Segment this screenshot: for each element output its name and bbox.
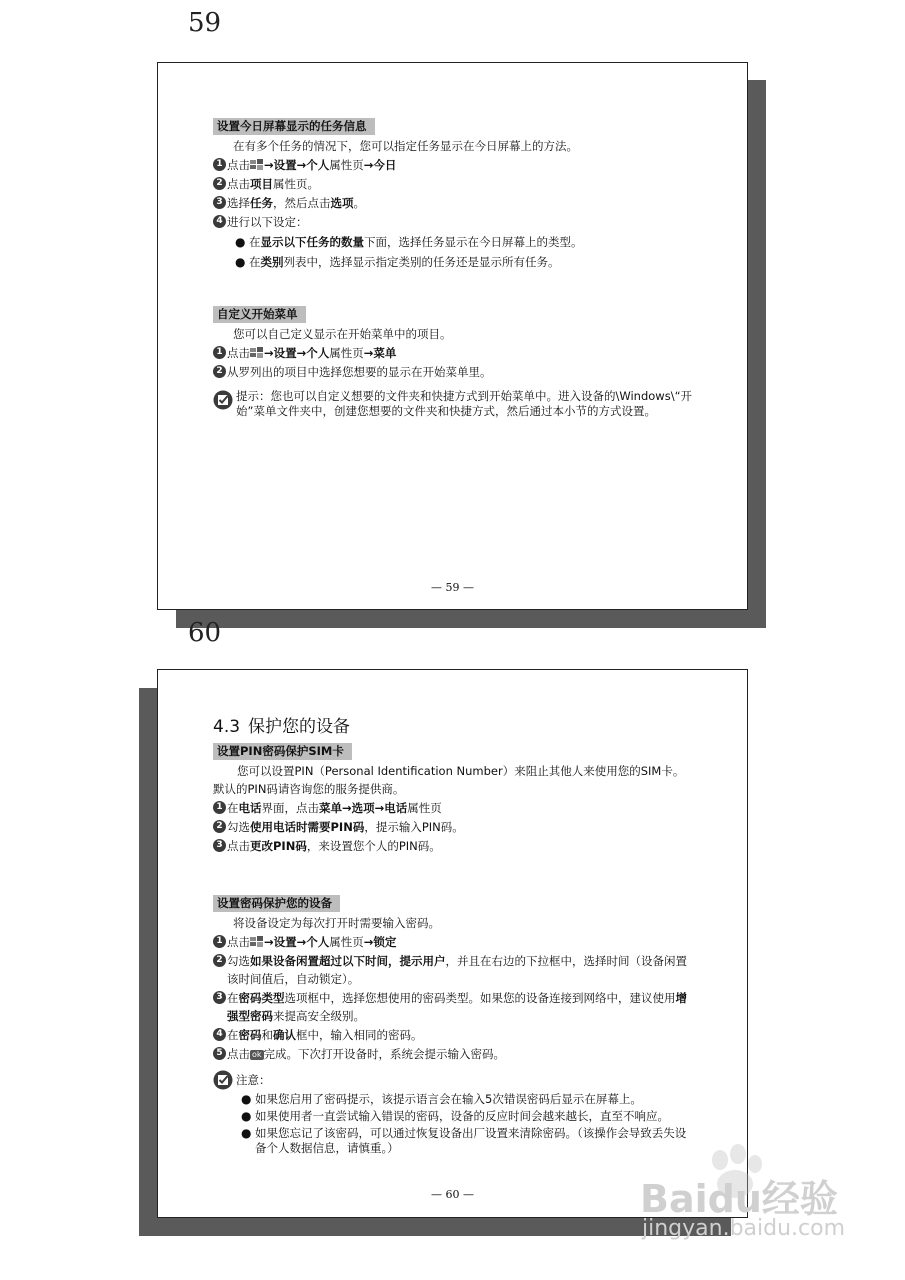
step-text: 勾选 — [227, 820, 250, 834]
step-text: 属性页。 — [273, 177, 319, 191]
step-number: 1 — [213, 158, 226, 171]
bullet-text: 如果使用者一直尝试输入错误的密码，设备的反应时间会越来越长，直至不响应。 — [255, 1109, 669, 1123]
list-item — [241, 1109, 695, 1124]
step-text: ，然后点击 — [273, 196, 331, 210]
bullet-text: 在 — [249, 255, 261, 269]
step-text: 完成。下次打开设备时，系统会提示输入密码。 — [263, 1047, 506, 1061]
step-item — [213, 213, 703, 231]
step-item — [213, 1045, 695, 1063]
step-text: 在 — [227, 1028, 239, 1042]
bullet-list — [241, 1092, 695, 1156]
page-footer: — 60 — — [431, 1188, 474, 1201]
chapter-number: 4.3 — [213, 717, 241, 737]
step-text: 在 — [227, 801, 239, 815]
step-bold: 菜单→选项→电话 — [319, 801, 408, 815]
list-item — [235, 253, 703, 271]
step-item — [213, 933, 695, 951]
step-item — [213, 194, 703, 212]
bullet-text: 下面，选择任务显示在今日屏幕上的类型。 — [364, 235, 583, 249]
step-text: ，提示输入PIN码。 — [364, 820, 464, 834]
step-number: 1 — [213, 801, 226, 814]
step-text: ，并且在右边的下拉框中，选择时间（设备闲置该时间值后，自动锁定）。 — [227, 954, 687, 986]
start-icon — [250, 159, 264, 170]
step-item — [213, 952, 695, 988]
step-item — [213, 363, 703, 381]
step-text: 点击 — [227, 158, 250, 172]
step-item — [213, 1026, 695, 1044]
note-block — [213, 1069, 695, 1090]
list-item — [235, 233, 703, 251]
step-number: 3 — [213, 991, 226, 1004]
bullet-icon: ● — [241, 1126, 252, 1140]
step-bold: 确认 — [273, 1028, 296, 1042]
step-text: 点击 — [227, 839, 250, 853]
start-icon — [250, 347, 264, 358]
step-text: 属性页 — [407, 801, 442, 815]
baidu-watermark — [640, 1150, 870, 1250]
section-title: 自定义开始菜单 — [213, 306, 306, 323]
page-59 — [157, 62, 748, 610]
page-number-label-bottom: 60 — [188, 618, 222, 648]
step-text: 属性页 — [329, 158, 364, 172]
step-bold: 选项 — [330, 196, 354, 210]
step-text: 属性页 — [329, 346, 364, 360]
step-bold: 使用电话时需要PIN码 — [250, 820, 365, 834]
step-bold: →菜单 — [363, 346, 397, 360]
step-number: 5 — [213, 1047, 226, 1060]
section-intro: 将设备设定为每次打开时需要输入密码。 — [233, 916, 440, 930]
ok-button-icon: ok — [252, 1050, 262, 1059]
bullet-list — [235, 233, 703, 271]
step-bold: →锁定 — [363, 935, 397, 949]
step-text: 来提高安全级别。 — [273, 1009, 365, 1023]
step-number: 2 — [213, 365, 226, 378]
note-block — [213, 389, 703, 419]
step-bold: 更改PIN码 — [250, 839, 307, 853]
step-number: 4 — [213, 1028, 226, 1041]
checkbox-note-icon — [213, 1070, 233, 1090]
step-bold: 项目 — [250, 177, 273, 191]
step-text: 点击 — [227, 1047, 250, 1061]
step-number: 1 — [213, 346, 226, 359]
step-bold: 如果设备闲置超过以下时间，提示用户 — [250, 954, 446, 968]
bullet-text: 如果您忘记了该密码，可以通过恢复设备出厂设置来清除密码。（该操作会导致丢失设备个人数据信息，请慎重。） — [255, 1126, 687, 1155]
bullet-text: 列表中，选择显示指定类别的任务还是显示所有任务。 — [283, 255, 560, 269]
page-number-label-top: 59 — [188, 8, 222, 38]
bullet-icon: ● — [241, 1109, 252, 1123]
bullet-icon: ● — [241, 1092, 252, 1106]
step-bold: 密码 — [238, 1028, 262, 1042]
chapter-title: 保护您的设备 — [248, 717, 351, 737]
start-icon — [250, 936, 264, 947]
step-text: 勾选 — [227, 954, 250, 968]
step-number: 3 — [213, 839, 226, 852]
bullet-icon: ● — [235, 255, 246, 269]
step-bold: →设置→个人 — [264, 935, 330, 949]
bullet-bold: 显示以下任务的数量 — [260, 235, 364, 249]
note-text: 提示：您也可以自定义想要的文件夹和快捷方式到开始菜单中。进入设备的\Windows\“开始”菜单文件夹中，创建您想要的文件夹和快捷方式，然后通过本小节的方式设置。 — [236, 389, 693, 418]
bullet-bold: 类别 — [260, 255, 284, 269]
list-item — [241, 1092, 695, 1107]
bullet-text: 在 — [249, 235, 261, 249]
chapter-heading — [213, 718, 695, 736]
step-bold: 增强型密码 — [227, 991, 687, 1023]
step-bold: →今日 — [363, 158, 397, 172]
list-item — [241, 1126, 695, 1156]
step-text: 。 — [353, 196, 365, 210]
watermark-brand: Baidu经验 — [640, 1177, 838, 1221]
step-text: 点击 — [227, 935, 250, 949]
step-bold: →设置→个人 — [264, 346, 330, 360]
step-text: 进行以下设定： — [227, 215, 308, 229]
step-number: 2 — [213, 177, 226, 190]
step-text: 框中，输入相同的密码。 — [296, 1028, 423, 1042]
step-text: 点击 — [227, 177, 250, 191]
section-intro: 您可以设置PIN（Personal Identification Number）来阻止其他人来使用您的SIM卡。默认的PIN码请咨询您的服务提供商。 — [213, 764, 685, 796]
step-number: 1 — [213, 935, 226, 948]
step-bold: 电话 — [238, 801, 262, 815]
step-item — [213, 175, 703, 193]
section-intro: 在有多个任务的情况下，您可以指定任务显示在今日屏幕上的方法。 — [233, 139, 578, 153]
step-text: 属性页 — [329, 935, 364, 949]
step-bold: →设置→个人 — [264, 158, 330, 172]
bullet-text: 如果您启用了密码提示，该提示语言会在输入5次错误密码后显示在屏幕上。 — [255, 1092, 642, 1106]
section-title: 设置密码保护您的设备 — [213, 895, 340, 912]
step-item — [213, 344, 703, 362]
page-footer: — 59 — — [431, 581, 474, 594]
section-title: 设置PIN密码保护SIM卡 — [213, 743, 352, 760]
step-text: ，来设置您个人的PIN码。 — [306, 839, 441, 853]
step-text: 在 — [227, 991, 239, 1005]
note-label: 注意： — [236, 1073, 271, 1087]
step-number: 3 — [213, 196, 226, 209]
watermark-url: jingyan.baidu.com — [642, 1216, 846, 1241]
step-text: 选项框中，选择您想使用的密码类型。如果您的设备连接到网络中，建议使用 — [284, 991, 676, 1005]
page-60 — [157, 669, 748, 1218]
step-text: 选择 — [227, 196, 250, 210]
checkbox-note-icon — [213, 390, 233, 410]
step-bold: 密码类型 — [238, 991, 285, 1005]
step-number: 2 — [213, 954, 226, 967]
step-number: 2 — [213, 820, 226, 833]
step-text: 和 — [261, 1028, 273, 1042]
section-intro: 您可以自己定义显示在开始菜单中的项目。 — [233, 327, 452, 341]
step-item — [213, 156, 703, 174]
step-number: 4 — [213, 215, 226, 228]
step-item — [213, 818, 695, 836]
step-text: 从罗列出的项目中选择您想要的显示在开始菜单里。 — [227, 365, 492, 379]
step-text: 界面，点击 — [261, 801, 319, 815]
section-title: 设置今日屏幕显示的任务信息 — [213, 118, 375, 135]
step-bold: 任务 — [250, 196, 273, 210]
step-item — [213, 837, 695, 855]
step-item — [213, 799, 695, 817]
step-text: 点击 — [227, 346, 250, 360]
bullet-icon: ● — [235, 235, 246, 249]
step-item — [213, 989, 695, 1025]
